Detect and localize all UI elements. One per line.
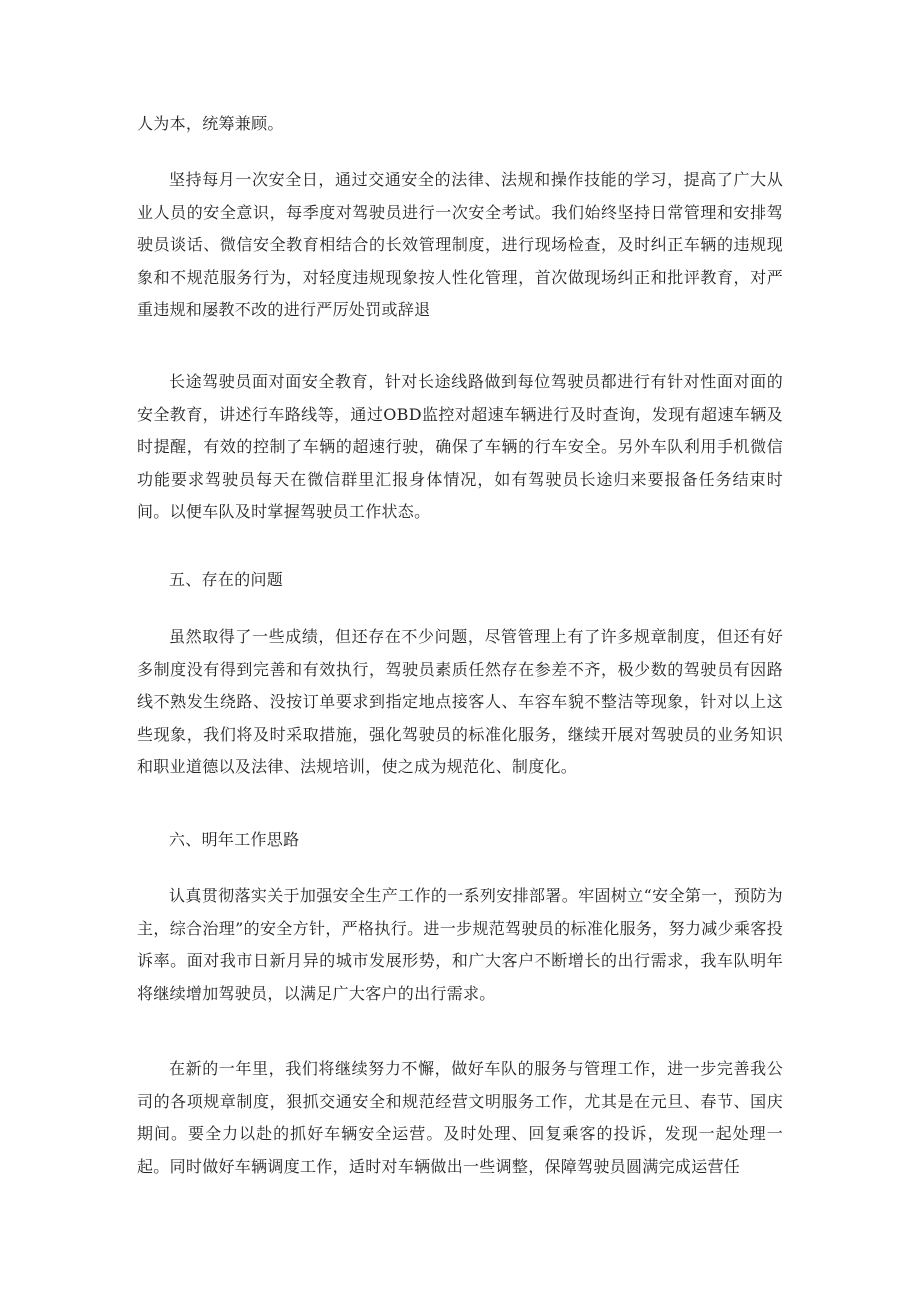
section-heading-problems: 五、存在的问题 <box>169 570 284 589</box>
paragraph-long-distance-education: 长途驾驶员面对面安全教育，针对长途线路做到每位驾驶员都进行有针对性面对面的安全教育，讲述行车路线等，通过OBD监控对超速车辆进行及时查询，发现有超速车辆及时提醒，有效的控制了车辆的超速行驶，确保了车辆的行车安全。另外车队利用手机微信功能要求驾驶员每天在微信群里汇报身体情况，如有驾驶员长途归来要报备任务结束时间。以便车队及时掌握驾驶员工作状态。 <box>137 372 783 521</box>
paragraph-safety-day: 坚持每月一次安全日，通过交通安全的法律、法规和操作技能的学习，提高了广大从业人员的安全意识，每季度对驾驶员进行一次安全考试。我们始终坚持日常管理和安排驾驶员谈话、微信安全教育相结合的长效管理制度，进行现场检查，及时纠正车辆的违规现象和不规范服务行为，对轻度违规现象按人性化管理，首次做现场纠正和批评教育，对严重违规和屡教不改的进行严厉处罚或辞退 <box>137 170 783 319</box>
section-heading-next-year-plan: 六、明年工作思路 <box>169 830 300 849</box>
paragraph-safety-policy: 认真贯彻落实关于加强安全生产工作的一系列安排部署。牢固树立“安全第一，预防为主，综合治理”的安全方针，严格执行。进一步规范驾驶员的标准化服务，努力减少乘客投诉率。面对我市日新月异的城市发展形势，和广大客户不断增长的出行需求，我车队明年将继续增加驾驶员，以满足广大客户的出行需求。 <box>137 886 783 1003</box>
paragraph-continuation: 人为本，统筹兼顾。 <box>137 114 284 133</box>
paragraph-existing-problems: 虽然取得了一些成绩，但还存在不少问题，尽管管理上有了许多规章制度，但还有好多制度没有得到完善和有效执行，驾驶员素质任然存在参差不齐，极少数的驾驶员有因路线不熟发生绕路、没按订单要求到指定地点接客人、车容车貌不整洁等现象，针对以上这些现象，我们将及时采取措施，强化驾驶员的标准化服务，继续开展对驾驶员的业务知识和职业道德以及法律、法规培训，使之成为规范化、制度化。 <box>137 627 783 776</box>
paragraph-new-year-goals: 在新的一年里，我们将继续努力不懈，做好车队的服务与管理工作，进一步完善我公司的各项规章制度，狠抓交通安全和规范经营文明服务工作，尤其是在元旦、春节、国庆期间。要全力以赴的抓好车辆安全运营。及时处理、回复乘客的投诉，发现一起处理一起。同时做好车辆调度工作，适时对车辆做出一些调整，保障驾驶员圆满完成运营任 <box>137 1059 783 1176</box>
